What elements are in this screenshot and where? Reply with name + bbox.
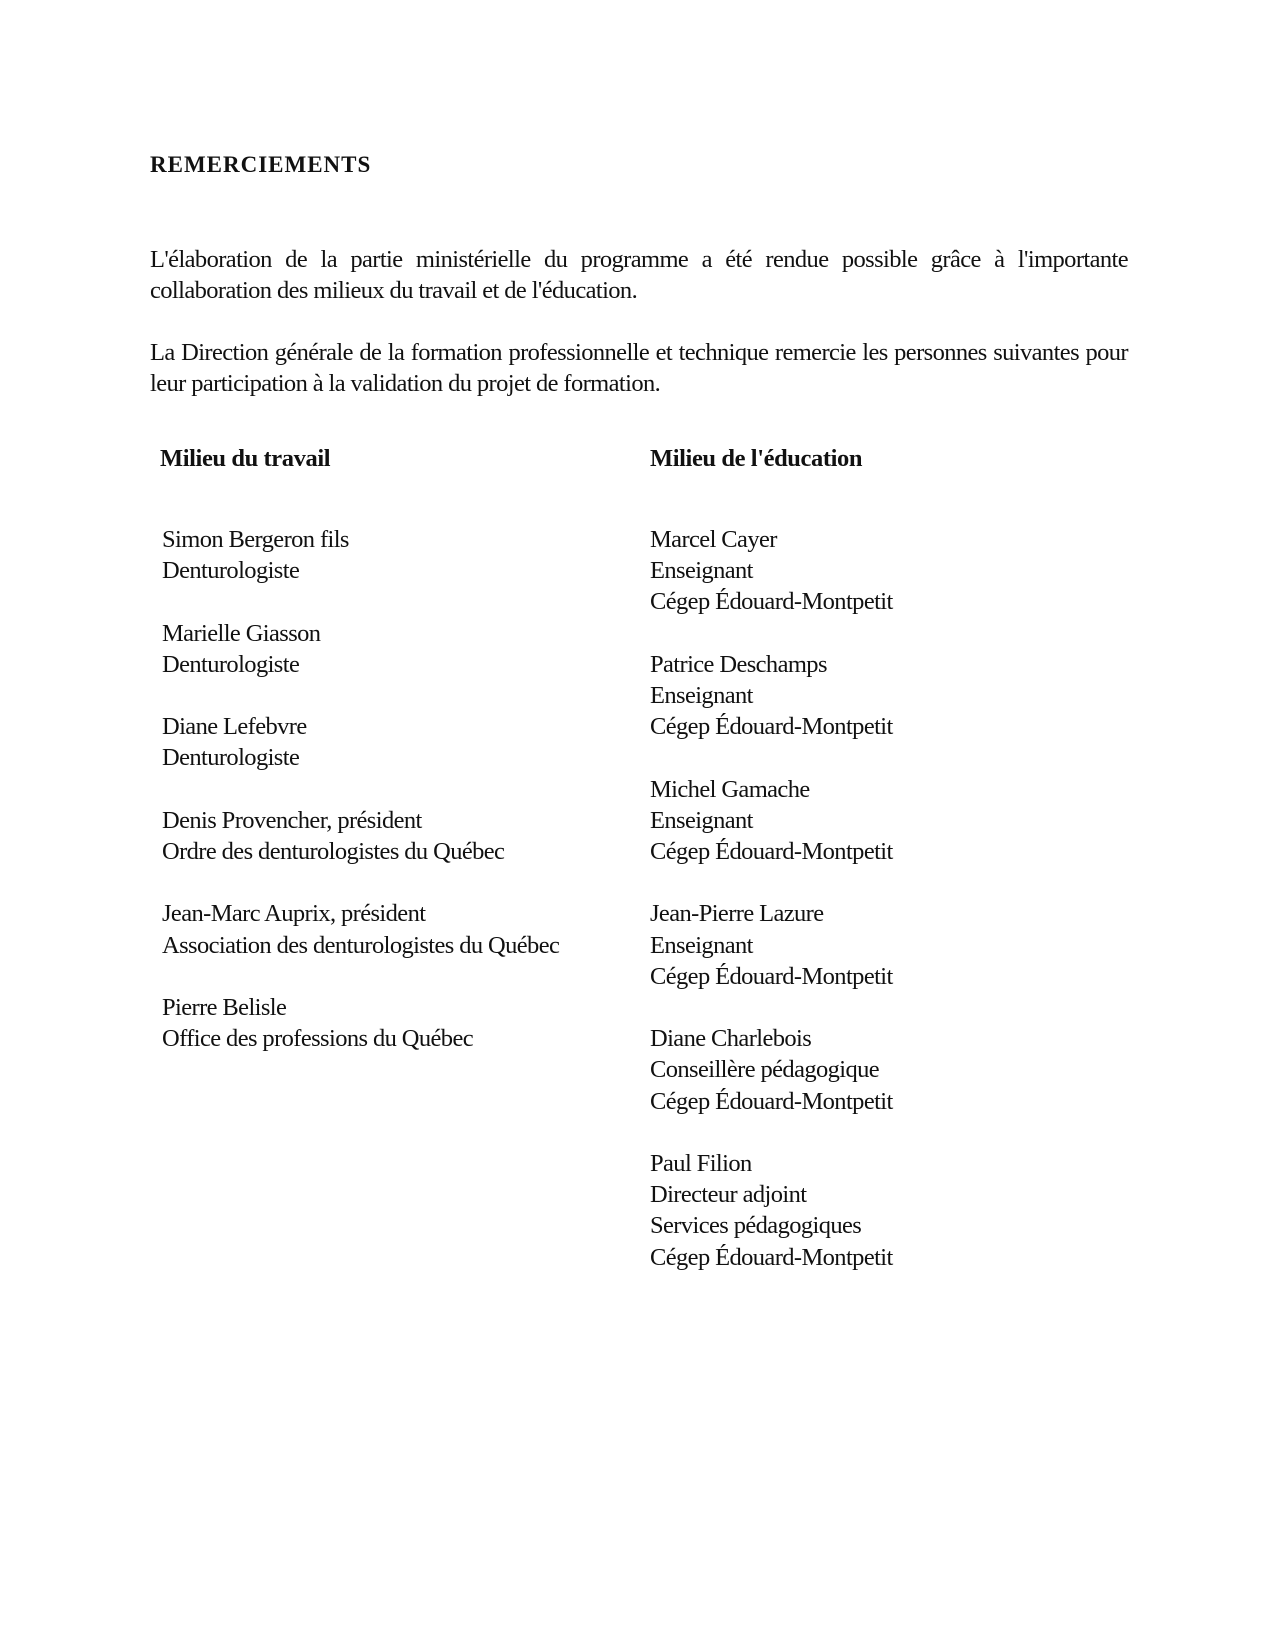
person-name: Diane Charlebois: [650, 1025, 812, 1053]
person-entry: [162, 898, 559, 960]
person-entry: [650, 649, 893, 743]
work-people-list: [162, 524, 559, 1086]
person-name: Diane Lefebvre: [162, 713, 307, 741]
person-entry: [162, 711, 559, 773]
person-entry: [162, 992, 559, 1054]
person-entry: [162, 524, 559, 586]
person-title: Denturologiste: [162, 650, 300, 678]
person-name: Denis Provencher, président: [162, 806, 422, 834]
person-title: Denturologiste: [162, 557, 300, 585]
person-organization: Cégep Édouard-Montpetit: [650, 838, 893, 865]
person-title: Enseignant: [650, 931, 753, 959]
person-name: Jean-Pierre Lazure: [650, 900, 824, 928]
person-entry: [162, 805, 559, 867]
person-name: Marcel Cayer: [650, 526, 777, 553]
person-name: Simon Bergeron fils: [162, 526, 349, 553]
person-title: Denturologiste: [162, 744, 300, 772]
education-people-list: [650, 524, 893, 1304]
person-organization: Cégep Édouard-Montpetit: [650, 588, 893, 616]
person-name: Michel Gamache: [650, 775, 810, 803]
person-name: Paul Filion: [650, 1149, 752, 1177]
person-name: Jean-Marc Auprix, président: [162, 900, 426, 928]
person-organization: Ordre des denturologistes du Québec: [162, 837, 505, 865]
person-entry: [650, 1023, 893, 1117]
person-name: Marielle Giasson: [162, 619, 321, 647]
person-title: Enseignant: [650, 682, 753, 709]
work-column-heading: Milieu du travail: [160, 445, 331, 472]
person-organization: Cégep Édouard-Montpetit: [650, 962, 893, 990]
person-organization: Association des denturologistes du Québec: [162, 931, 560, 959]
intro-paragraph-2: La Direction générale de la formation professionnelle et technique remercie les personnes suivantes pour leur participation à la validation du projet de formation.: [150, 339, 1128, 397]
person-organization: Office des professions du Québec: [162, 1025, 473, 1053]
person-entry: [650, 524, 893, 618]
person-entry: [650, 898, 893, 992]
person-entry: [650, 774, 893, 868]
person-department: Services pédagogiques: [650, 1212, 862, 1240]
person-organization: Cégep Édouard-Montpetit: [650, 1243, 893, 1271]
education-column-heading: Milieu de l'éducation: [650, 445, 863, 472]
person-entry: [162, 618, 559, 680]
person-organization: Cégep Édouard-Montpetit: [650, 1087, 893, 1115]
person-entry: [650, 1148, 893, 1273]
intro-paragraph-1: L'élaboration de la partie ministérielle du programme a été rendue possible grâce à l'importante collaboration des milieux du travail et de l'éducation.: [150, 246, 1128, 304]
page-title: REMERCIEMENTS: [150, 152, 372, 177]
intro-section: [150, 244, 1128, 430]
person-title: Conseillère pédagogique: [650, 1056, 880, 1084]
person-name: Patrice Deschamps: [650, 650, 827, 678]
person-organization: Cégep Édouard-Montpetit: [650, 713, 893, 741]
person-name: Pierre Belisle: [162, 993, 287, 1021]
person-title: Directeur adjoint: [650, 1181, 807, 1209]
person-title: Enseignant: [650, 557, 753, 585]
person-title: Enseignant: [650, 806, 753, 834]
